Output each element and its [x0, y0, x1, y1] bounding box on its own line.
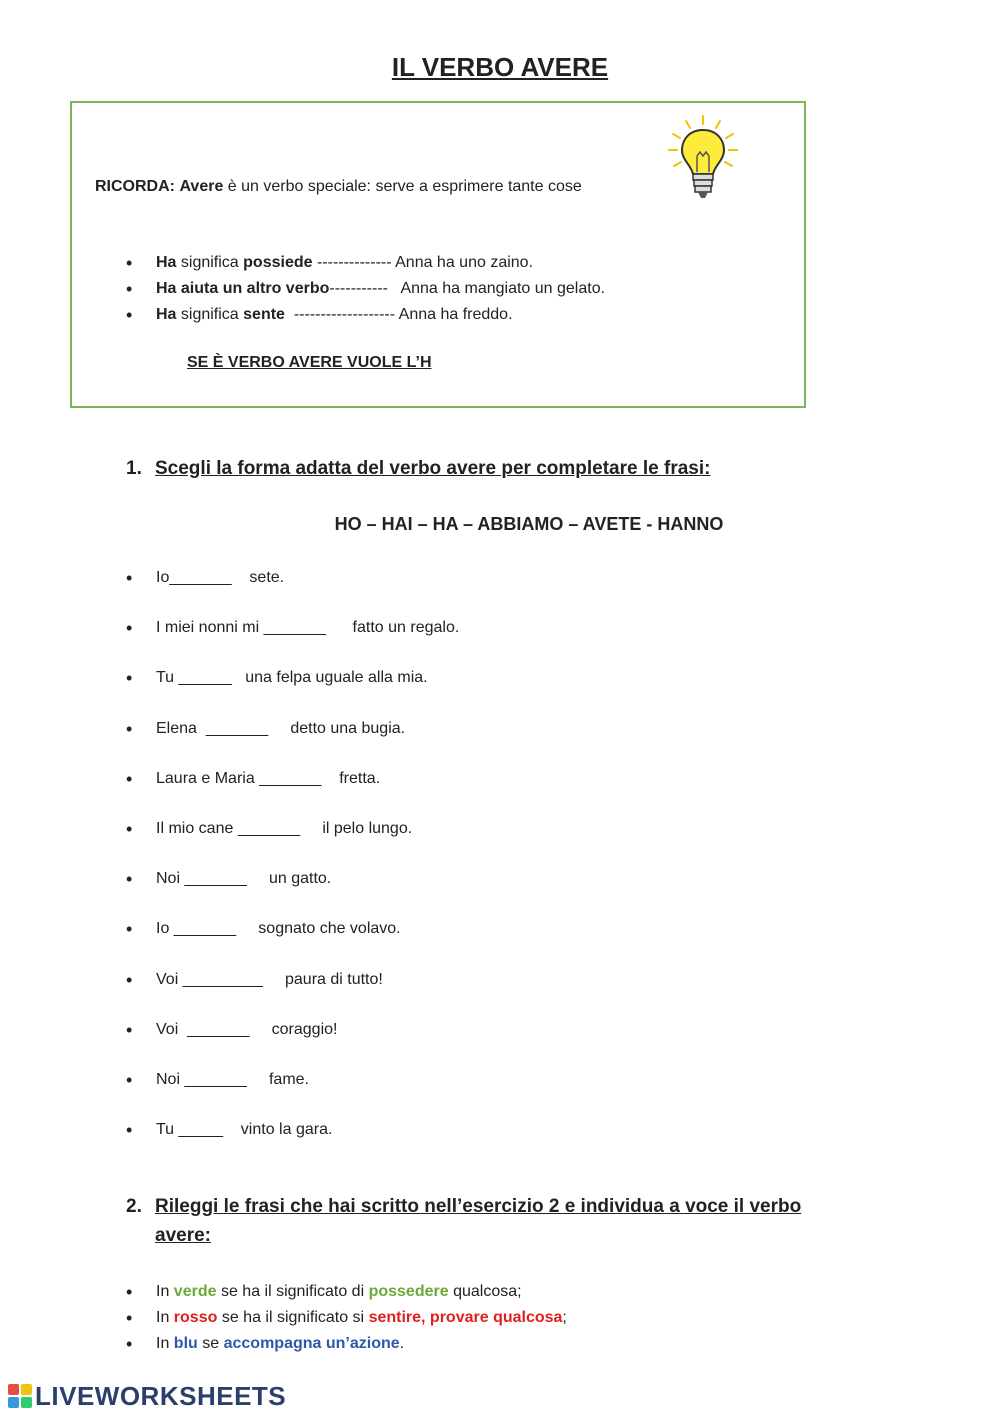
list-item: • Ha significa sente ------------------- Anna ha freddo.: [126, 304, 605, 330]
sentence-item[interactable]: • Io _______ sognato che volavo.: [126, 918, 459, 968]
meanings-list: [126, 252, 605, 330]
list-item: • Ha significa possiede -------------- Anna ha uno zaino.: [126, 252, 605, 278]
lightbulb-icon: [664, 112, 742, 202]
liveworksheets-logo[interactable]: [8, 1381, 286, 1411]
sentence-item[interactable]: • Tu _____ vinto la gara.: [126, 1119, 459, 1169]
sentence-item[interactable]: • Voi _________ paura di tutto!: [126, 969, 459, 1019]
sentence-item[interactable]: • Il mio cane _______ il pelo lungo.: [126, 818, 459, 868]
sentence-item[interactable]: • Tu ______ una felpa uguale alla mia.: [126, 667, 459, 717]
sentence-item[interactable]: • Voi _______ coraggio!: [126, 1019, 459, 1069]
exercise-2-title-line1: Rileggi le frasi che hai scritto nell’esercizio 2 e individua a voce il verbo: [155, 1196, 802, 1217]
exercise-1-heading: [126, 454, 846, 484]
list-item: • Ha aiuta un altro verbo----------- Anna ha mangiato un gelato.: [126, 278, 605, 304]
sentence-item[interactable]: • I miei nonni mi _______ fatto un regalo.: [126, 617, 459, 667]
exercise-2-heading: [126, 1192, 866, 1252]
logo-mark-icon: [8, 1384, 32, 1408]
color-instructions-list: [126, 1281, 567, 1359]
exercise-2-number: 2.: [126, 1196, 142, 1217]
list-item: • In rosso se ha il significato si sentire, provare qualcosa;: [126, 1307, 567, 1333]
sentence-item[interactable]: • Noi _______ fame.: [126, 1069, 459, 1119]
sentence-item[interactable]: • Elena _______ detto una bugia.: [126, 718, 459, 768]
exercise-2-title-line2: avere:: [155, 1225, 211, 1246]
list-item: • In blu se accompagna un’azione.: [126, 1333, 567, 1359]
exercise-1-title: Scegli la forma adatta del verbo avere per completare le frasi:: [155, 458, 711, 479]
recall-text: è un verbo speciale: serve a esprimere tante cose: [227, 178, 582, 195]
list-item: • In verde se ha il significato di possedere qualcosa;: [126, 1281, 567, 1307]
rule-text: SE È VERBO AVERE VUOLE L’H: [187, 354, 432, 371]
recall-keyword: Avere: [179, 178, 224, 195]
verb-forms: HO – HAI – HA – ABBIAMO – AVETE - HANNO: [334, 514, 724, 534]
exercise-1-number: 1.: [126, 458, 142, 479]
sentences-list: [126, 567, 459, 1169]
sentence-item[interactable]: • Io_______ sete.: [126, 567, 459, 617]
recall-label: RICORDA:: [95, 178, 175, 195]
recall-intro: [95, 178, 582, 196]
page-title: IL VERBO AVERE: [391, 52, 609, 82]
sentence-item[interactable]: • Noi _______ un gatto.: [126, 868, 459, 918]
sentence-item[interactable]: • Laura e Maria _______ fretta.: [126, 768, 459, 818]
logo-text: LIVEWORKSHEETS: [35, 1380, 287, 1411]
